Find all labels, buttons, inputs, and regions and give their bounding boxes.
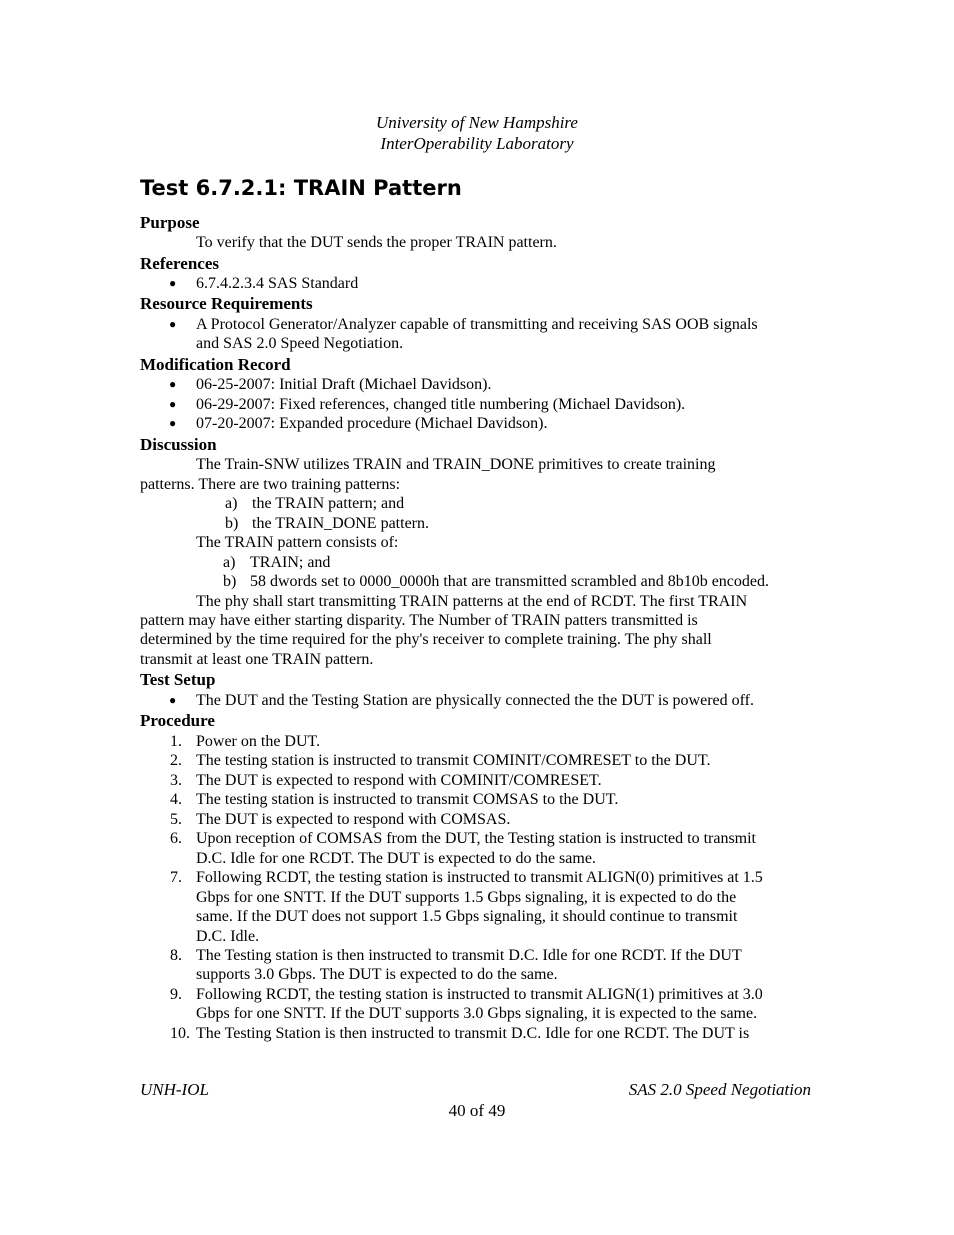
list-item: 58 dwords set to 0000_0000h that are transmitted scrambled and 8b10b encoded. — [250, 573, 769, 590]
bullet-icon: ● — [169, 397, 177, 411]
bullet-icon: ● — [169, 416, 177, 430]
purpose-text: To verify that the DUT sends the proper TRAIN pattern. — [196, 234, 557, 251]
footer-right: SAS 2.0 Speed Negotiation — [628, 1080, 811, 1099]
step-number: 7. — [170, 869, 182, 886]
list-marker: b) — [223, 573, 237, 590]
header-lab: InterOperability Laboratory — [380, 134, 574, 153]
bullet-icon: ● — [169, 276, 177, 290]
bullet-icon: ● — [169, 377, 177, 391]
resources-heading: Resource Requirements — [140, 294, 313, 313]
discussion-line: The TRAIN pattern consists of: — [196, 534, 399, 551]
purpose-heading: Purpose — [140, 213, 200, 232]
list-marker: a) — [225, 495, 238, 512]
discussion-line: patterns. There are two training patterns: — [140, 476, 401, 493]
step-line: Upon reception of COMSAS from the DUT, the Testing station is instructed to transmit — [196, 830, 756, 847]
bullet-icon: ● — [169, 693, 177, 707]
step-line: The testing station is instructed to transmit COMSAS to the DUT. — [196, 791, 619, 808]
resource-item-line: A Protocol Generator/Analyzer capable of transmitting and receiving SAS OOB signals — [196, 316, 758, 333]
list-marker: b) — [225, 515, 239, 532]
step-line: supports 3.0 Gbps. The DUT is expected to do the same. — [196, 966, 558, 983]
step-line: Power on the DUT. — [196, 733, 321, 750]
page-title: Test 6.7.2.1: TRAIN Pattern — [140, 176, 462, 200]
step-line: Gbps for one SNTT. If the DUT supports 3.0 Gbps signaling, it is expected to the same. — [196, 1005, 758, 1022]
bullet-icon: ● — [169, 317, 177, 331]
modification-heading: Modification Record — [140, 355, 291, 374]
list-item: TRAIN; and — [250, 554, 331, 571]
header-university: University of New Hampshire — [376, 113, 578, 132]
list-item: the TRAIN pattern; and — [252, 495, 405, 512]
step-number: 6. — [170, 830, 182, 847]
modification-item: 07-20-2007: Expanded procedure (Michael Davidson). — [196, 415, 548, 432]
step-number: 4. — [170, 791, 182, 808]
discussion-line: transmit at least one TRAIN pattern. — [140, 651, 374, 668]
step-line: The Testing Station is then instructed to transmit D.C. Idle for one RCDT. The DUT is — [196, 1025, 750, 1042]
step-line: D.C. Idle. — [196, 928, 260, 945]
step-number: 3. — [170, 772, 182, 789]
step-number: 2. — [170, 752, 182, 769]
discussion-heading: Discussion — [140, 435, 217, 454]
step-number: 10. — [170, 1025, 190, 1042]
footer-left: UNH-IOL — [140, 1080, 209, 1099]
step-line: Gbps for one SNTT. If the DUT supports 1.5 Gbps signaling, it is expected to do the — [196, 889, 737, 906]
step-number: 1. — [170, 733, 182, 750]
modification-item: 06-29-2007: Fixed references, changed title numbering (Michael Davidson). — [196, 396, 686, 413]
step-line: The DUT is expected to respond with COMINIT/COMRESET. — [196, 772, 602, 789]
discussion-line: determined by the time required for the phy's receiver to complete training. The phy shall — [140, 631, 712, 648]
step-number: 5. — [170, 811, 182, 828]
step-line: The Testing station is then instructed to transmit D.C. Idle for one RCDT. If the DUT — [196, 947, 742, 964]
discussion-line: The phy shall start transmitting TRAIN patterns at the end of RCDT. The first TRAIN — [196, 593, 748, 610]
setup-item: The DUT and the Testing Station are physically connected the the DUT is powered off. — [196, 692, 754, 709]
setup-heading: Test Setup — [140, 670, 216, 689]
step-line: The testing station is instructed to transmit COMINIT/COMRESET to the DUT. — [196, 752, 711, 769]
step-line: Following RCDT, the testing station is instructed to transmit ALIGN(0) primitives at 1.5 — [196, 869, 763, 886]
list-marker: a) — [223, 554, 236, 571]
discussion-line: pattern may have either starting disparity. The Number of TRAIN patters transmitted is — [140, 612, 698, 629]
step-line: D.C. Idle for one RCDT. The DUT is expected to do the same. — [196, 850, 596, 867]
references-heading: References — [140, 254, 219, 273]
procedure-heading: Procedure — [140, 711, 215, 730]
step-number: 8. — [170, 947, 182, 964]
step-line: Following RCDT, the testing station is instructed to transmit ALIGN(1) primitives at 3.0 — [196, 986, 763, 1003]
resource-item-line: and SAS 2.0 Speed Negotiation. — [196, 335, 404, 352]
discussion-line: The Train-SNW utilizes TRAIN and TRAIN_DONE primitives to create training — [196, 456, 716, 473]
step-line: The DUT is expected to respond with COMSAS. — [196, 811, 511, 828]
page-number: 40 of 49 — [448, 1101, 506, 1120]
reference-item: 6.7.4.2.3.4 SAS Standard — [196, 275, 359, 292]
modification-item: 06-25-2007: Initial Draft (Michael Davidson). — [196, 376, 492, 393]
list-item: the TRAIN_DONE pattern. — [252, 515, 429, 532]
step-line: same. If the DUT does not support 1.5 Gbps signaling, it should continue to transmit — [196, 908, 738, 925]
step-number: 9. — [170, 986, 182, 1003]
